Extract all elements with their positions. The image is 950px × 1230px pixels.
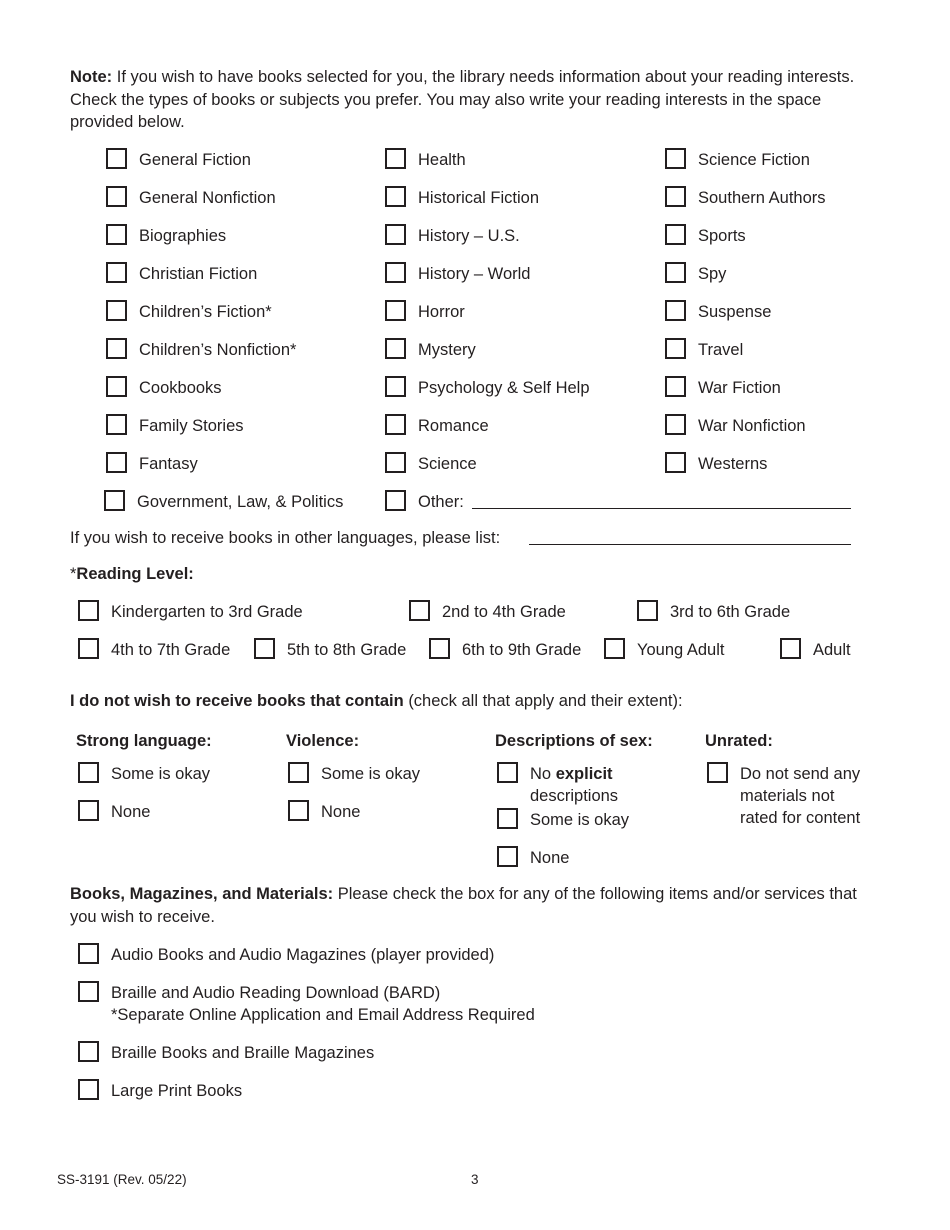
form-id: SS-3191 (Rev. 05/22) <box>57 1172 187 1187</box>
genre-checkbox[interactable] <box>385 148 406 169</box>
note-label: Note: <box>70 68 113 86</box>
genre-label: Government, Law, & Politics <box>137 493 344 511</box>
strong-language-checkbox[interactable] <box>78 800 99 821</box>
reading-level-checkbox[interactable] <box>780 638 801 659</box>
reading-level-label: Adult <box>813 641 851 659</box>
other-genre-input-line[interactable] <box>472 508 851 509</box>
reading-level-checkbox[interactable] <box>409 600 430 621</box>
other-genre-label: Other: <box>418 493 464 511</box>
genre-label: Family Stories <box>139 417 244 435</box>
reading-level-label: 3rd to 6th Grade <box>670 603 791 621</box>
page-number: 3 <box>471 1172 479 1187</box>
genre-label: Science <box>418 455 477 473</box>
reading-level-label: 6th to 9th Grade <box>462 641 582 659</box>
genre-checkbox[interactable] <box>106 414 127 435</box>
languages-input-line[interactable] <box>529 544 851 545</box>
content-title: I do not wish to receive books that contain <box>70 692 404 710</box>
genre-checkbox[interactable] <box>665 186 686 207</box>
violence-checkbox[interactable] <box>288 800 309 821</box>
materials-checkbox[interactable] <box>78 1041 99 1062</box>
sex-checkbox[interactable] <box>497 762 518 783</box>
strong-language-heading: Strong language: <box>76 732 212 750</box>
violence-checkbox[interactable] <box>288 762 309 783</box>
genre-label: Historical Fiction <box>418 189 540 207</box>
reading-level-label: 4th to 7th Grade <box>111 641 231 659</box>
genre-label: Horror <box>418 303 465 321</box>
genre-label: General Nonfiction <box>139 189 276 207</box>
sex-option: Some is okay <box>530 811 630 829</box>
genre-label: Biographies <box>139 227 227 245</box>
sex-no-suffix: descriptions <box>530 787 619 805</box>
content-heading <box>70 691 683 711</box>
genre-checkbox[interactable] <box>385 338 406 359</box>
sex-checkbox[interactable] <box>497 846 518 867</box>
languages-label: If you wish to receive books in other languages, please list: <box>70 529 501 547</box>
violence-option: Some is okay <box>321 765 421 783</box>
genre-checkbox[interactable] <box>385 262 406 283</box>
materials-checkbox[interactable] <box>78 943 99 964</box>
genre-checkbox[interactable] <box>665 262 686 283</box>
genre-checkbox[interactable] <box>665 452 686 473</box>
genre-label: Children’s Fiction* <box>139 303 272 321</box>
materials-text: Please check the box for any of the following items and/or services that you wish to receive. <box>70 885 857 926</box>
materials-checkbox[interactable] <box>78 1079 99 1100</box>
unrated-line-2: materials not <box>740 787 835 805</box>
sex-option: None <box>530 849 570 867</box>
genre-checkbox[interactable] <box>106 376 127 397</box>
genre-label: Sports <box>698 227 746 245</box>
genre-checkbox[interactable] <box>385 300 406 321</box>
unrated-line-1: Do not send any <box>740 765 861 783</box>
genre-label: Spy <box>698 265 727 283</box>
reading-level-label: 2nd to 4th Grade <box>442 603 566 621</box>
genre-checkbox[interactable] <box>385 186 406 207</box>
violence-heading: Violence: <box>286 732 360 750</box>
genre-label: Children’s Nonfiction* <box>139 341 297 359</box>
materials-paragraph <box>70 883 880 928</box>
materials-item: Braille and Audio Reading Download (BARD) <box>111 984 441 1002</box>
unrated-line-3: rated for content <box>740 809 861 827</box>
bard-note: *Separate Online Application and Email Address Required <box>111 1006 535 1024</box>
genre-checkbox[interactable] <box>106 452 127 473</box>
reading-level-label: 5th to 8th Grade <box>287 641 407 659</box>
materials-item: Large Print Books <box>111 1082 243 1100</box>
genre-checkbox[interactable] <box>106 224 127 245</box>
sex-heading: Descriptions of sex: <box>495 732 653 750</box>
genre-label: Southern Authors <box>698 189 826 207</box>
content-subtitle: (check all that apply and their extent): <box>408 692 683 710</box>
materials-title: Books, Magazines, and Materials: <box>70 885 334 903</box>
genre-label: Cookbooks <box>139 379 222 397</box>
genre-label: History – World <box>418 265 531 283</box>
genre-label: History – U.S. <box>418 227 520 245</box>
reading-level-checkbox[interactable] <box>254 638 275 659</box>
materials-item: Braille Books and Braille Magazines <box>111 1044 375 1062</box>
genre-label: Westerns <box>698 455 768 473</box>
genre-checkbox[interactable] <box>106 300 127 321</box>
materials-item: Audio Books and Audio Magazines (player provided) <box>111 946 495 964</box>
genre-label: Health <box>418 151 466 169</box>
genre-checkbox[interactable] <box>106 186 127 207</box>
genre-checkbox[interactable] <box>385 414 406 435</box>
genre-checkbox[interactable] <box>106 338 127 359</box>
genre-label: Christian Fiction <box>139 265 258 283</box>
reading-level-checkbox[interactable] <box>429 638 450 659</box>
genre-checkbox[interactable] <box>106 148 127 169</box>
reading-level-checkbox[interactable] <box>637 600 658 621</box>
reading-level-label: Young Adult <box>637 641 725 659</box>
reading-level-prefix: * <box>70 565 77 583</box>
genre-checkbox[interactable] <box>665 148 686 169</box>
materials-checkbox[interactable] <box>78 981 99 1002</box>
reading-level-heading <box>70 564 194 584</box>
reading-level-checkbox[interactable] <box>78 600 99 621</box>
violence-option: None <box>321 803 361 821</box>
strong-language-option: None <box>111 803 151 821</box>
genre-checkbox[interactable] <box>665 414 686 435</box>
genre-checkbox[interactable] <box>385 376 406 397</box>
genre-checkbox[interactable] <box>665 338 686 359</box>
sex-no-prefix: No <box>530 765 552 783</box>
sex-no-bold: explicit <box>555 765 613 783</box>
genre-checkbox[interactable] <box>106 262 127 283</box>
sex-checkbox[interactable] <box>497 808 518 829</box>
genre-label: Travel <box>698 341 744 359</box>
reading-level-checkbox[interactable] <box>604 638 625 659</box>
genre-label: Psychology & Self Help <box>418 379 590 397</box>
genre-label: War Fiction <box>698 379 781 397</box>
genre-label: General Fiction <box>139 151 251 169</box>
unrated-heading: Unrated: <box>705 732 773 750</box>
genre-label: War Nonfiction <box>698 417 806 435</box>
note-paragraph <box>70 66 880 134</box>
genre-label: Fantasy <box>139 455 198 473</box>
strong-language-checkbox[interactable] <box>78 762 99 783</box>
genre-checkbox[interactable] <box>385 224 406 245</box>
reading-level-checkbox[interactable] <box>78 638 99 659</box>
sex-option-no-explicit <box>530 764 613 784</box>
note-text: If you wish to have books selected for you, the library needs information about your reading interests. Check the types of books or subjects you prefer. You may also write your reading interests in the space provided below. <box>70 68 855 131</box>
genre-label: Mystery <box>418 341 476 359</box>
reading-level-label: Kindergarten to 3rd Grade <box>111 603 303 621</box>
genre-checkbox[interactable] <box>665 224 686 245</box>
genre-label: Romance <box>418 417 489 435</box>
unrated-checkbox[interactable] <box>707 762 728 783</box>
genre-label: Science Fiction <box>698 151 810 169</box>
genre-checkbox[interactable] <box>104 490 125 511</box>
strong-language-option: Some is okay <box>111 765 211 783</box>
reading-level-title: Reading Level: <box>76 565 194 583</box>
other-genre-checkbox[interactable] <box>385 490 406 511</box>
genre-checkbox[interactable] <box>665 376 686 397</box>
genre-checkbox[interactable] <box>385 452 406 473</box>
genre-checkbox[interactable] <box>665 300 686 321</box>
genre-label: Suspense <box>698 303 772 321</box>
